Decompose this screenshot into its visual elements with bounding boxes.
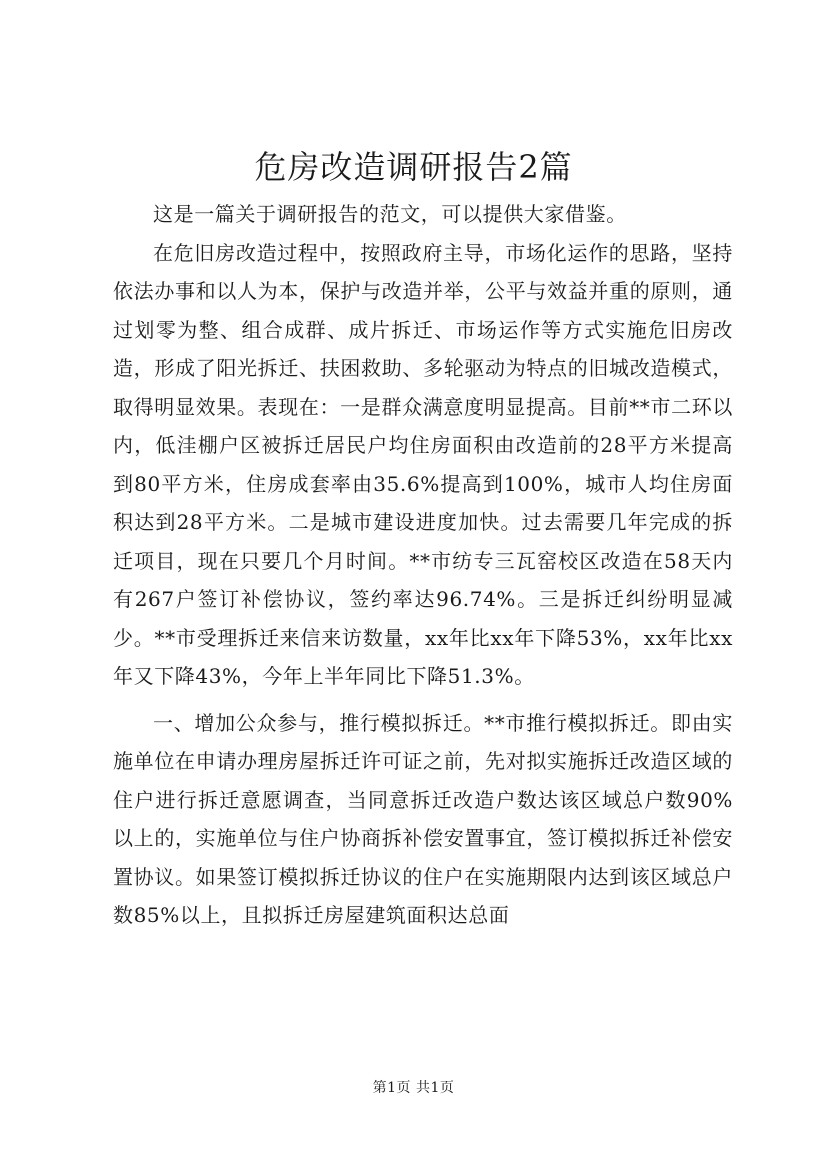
body-paragraph: 在危旧房改造过程中，按照政府主导，市场化运作的思路，坚持依法办事和以人为本，保护与改造并举，公平与效益并重的原则，通过划零为整、组合成群、成片拆迁、市场运作等方式实施危旧房改造，形成了阳光拆迁、扶困救助、多轮驱动为特点的旧城改造模式，取得明显效果。表现在：一是群众满意度明显提高。目前**市二环以内，低洼棚户区被拆迁居民户均住房面积由改造前的28平方米提高到80平方米，住房成套率由35.6%提高到100%，城市人均住房面积达到28平方米。二是城市建设进度加快。过去需要几年完成的拆迁项目，现在只要几个月时间。**市纺专三瓦窑校区改造在58天内有267户签订补偿协议，签约率达96.74%。三是拆迁纠纷明显减少。**市受理拆迁来信来访数量，xx年比xx年下降53%，xx年比xx年又下降43%，今年上半年同比下降51.3%。 [113, 240, 733, 688]
body-paragraph: 一、增加公众参与，推行模拟拆迁。**市推行模拟拆迁。即由实施单位在申请办理房屋拆迁许可证之前，先对拟实施拆迁改造区域的住户进行拆迁意愿调查，当同意拆迁改造户数达该区域总户数90%以上的，实施单位与住户协商拆补偿安置事宜，签订模拟拆迁补偿安置协议。如果签订模拟拆迁协议的住户在实施期限内达到该区域总户数85%以上，且拟拆迁房屋建筑面积达总面 [113, 710, 733, 927]
document-body [113, 195, 733, 935]
page-footer: 第1页 共1页 [372, 1080, 455, 1096]
document-title: 危房改造调研报告2篇 [254, 148, 573, 186]
paragraph-gap [113, 696, 733, 704]
intro-paragraph: 这是一篇关于调研报告的范文，可以提供大家借鉴。 [153, 202, 627, 226]
